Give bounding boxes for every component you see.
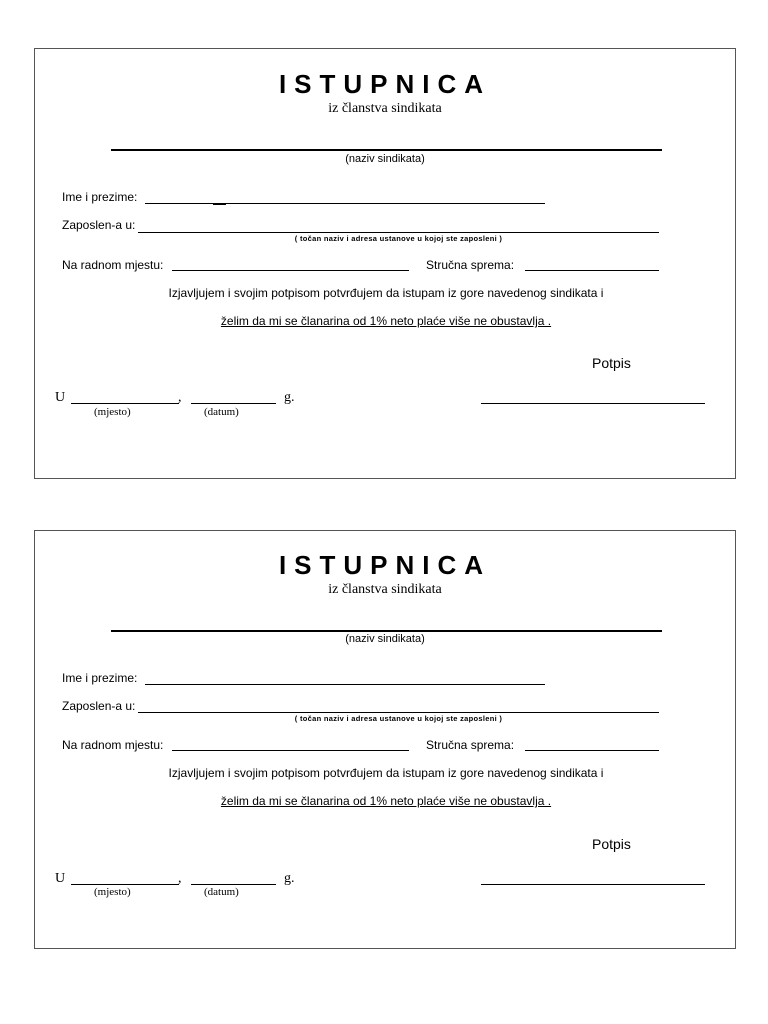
employed-label: Zaposlen-a u: <box>62 218 136 232</box>
place-field[interactable] <box>71 884 179 885</box>
union-name-field[interactable] <box>111 630 662 632</box>
place-caption: (mjesto) <box>94 886 131 898</box>
date-caption: (datum) <box>204 406 239 418</box>
position-label: Na radnom mjestu: <box>62 738 164 752</box>
statement-line-1: Izjavljujem i svojim potpisom potvrđujem da istupam iz gore navedenog sindikata i <box>168 766 604 780</box>
withdrawal-form-2 <box>34 530 736 949</box>
signature-field[interactable] <box>481 884 705 885</box>
place-field[interactable] <box>71 403 179 404</box>
name-label: Ime i prezime: <box>62 190 138 204</box>
statement-line-2: želim da mi se članarina od 1% neto plaće više ne obustavlja . <box>220 314 552 328</box>
employed-label: Zaposlen-a u: <box>62 699 136 713</box>
form-title: ISTUPNICA <box>278 550 492 580</box>
place-prefix: U <box>55 871 66 886</box>
qualification-field[interactable] <box>525 270 659 271</box>
date-field[interactable] <box>191 403 276 404</box>
union-name-caption: (naziv sindikata) <box>345 633 425 645</box>
name-field-mark <box>213 204 226 205</box>
name-label: Ime i prezime: <box>62 671 138 685</box>
union-name-caption: (naziv sindikata) <box>345 153 425 165</box>
statement-line-2: želim da mi se članarina od 1% neto plaće više ne obustavlja . <box>220 794 552 808</box>
position-field[interactable] <box>172 270 409 271</box>
employer-caption: ( točan naziv i adresa ustanove u kojoj ste zaposleni ) <box>294 714 503 723</box>
form-subtitle: iz članstva sindikata <box>328 582 442 597</box>
year-suffix: g. <box>284 871 295 886</box>
place-caption: (mjesto) <box>94 406 131 418</box>
place-comma: , <box>178 871 182 886</box>
signature-label: Potpis <box>592 355 631 371</box>
qualification-field[interactable] <box>525 750 659 751</box>
qualification-label: Stručna sprema: <box>426 258 515 272</box>
union-name-field[interactable] <box>111 149 662 151</box>
name-field[interactable] <box>145 684 545 685</box>
position-label: Na radnom mjestu: <box>62 258 164 272</box>
form-subtitle: iz članstva sindikata <box>328 101 442 116</box>
signature-field[interactable] <box>481 403 705 404</box>
name-field[interactable] <box>145 203 545 204</box>
employer-field[interactable] <box>138 232 659 233</box>
employer-field[interactable] <box>138 712 659 713</box>
signature-label: Potpis <box>592 836 631 852</box>
date-field[interactable] <box>191 884 276 885</box>
qualification-label: Stručna sprema: <box>426 738 515 752</box>
position-field[interactable] <box>172 750 409 751</box>
year-suffix: g. <box>284 390 295 405</box>
place-prefix: U <box>55 390 66 405</box>
date-caption: (datum) <box>204 886 239 898</box>
employer-caption: ( točan naziv i adresa ustanove u kojoj ste zaposleni ) <box>294 234 503 243</box>
statement-line-1: Izjavljujem i svojim potpisom potvrđujem da istupam iz gore navedenog sindikata i <box>168 286 604 300</box>
form-title: ISTUPNICA <box>278 69 492 99</box>
withdrawal-form-1 <box>34 48 736 479</box>
place-comma: , <box>178 390 182 405</box>
